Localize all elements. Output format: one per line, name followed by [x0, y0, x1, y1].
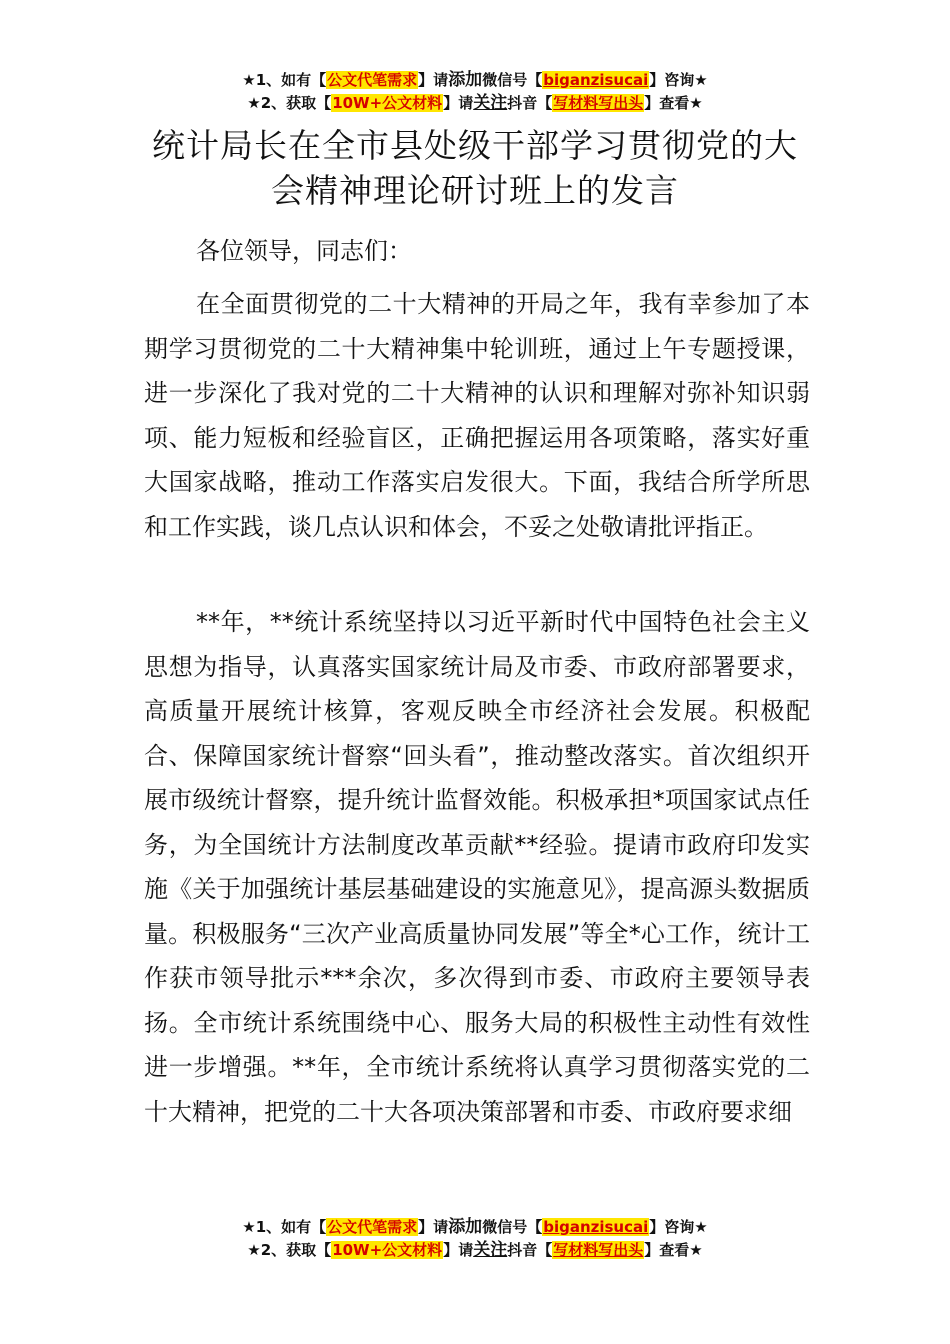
promo-banner-bottom — [0, 1216, 950, 1262]
promo-highlight-materials: 10W+公文材料 — [332, 1241, 443, 1259]
promo-prefix: ★2、获取【 — [247, 1241, 332, 1259]
promo-text: 】请 — [418, 1218, 449, 1236]
promo-suffix: 】咨询★ — [649, 71, 708, 89]
promo-text: 】请 — [443, 1241, 474, 1259]
promo-prefix: ★2、获取【 — [247, 94, 332, 112]
promo-highlight-materials: 10W+公文材料 — [332, 94, 443, 112]
promo-highlight-douyin: 写材料写出头 — [553, 94, 644, 112]
promo-line-1 — [0, 69, 950, 92]
paragraph-2 — [144, 600, 810, 1134]
promo-banner-top — [0, 69, 950, 115]
promo-bold-word: 关注 — [473, 1240, 508, 1260]
paragraph-text: **年，**统计系统坚持以习近平新时代中国特色社会主义思想为指导，认真落实国家统计局及市委、市政府部署要求，高质量开展统计核算，客观反映全市经济社会发展。积极配合、保障国家统计督察“回头看”，推动整改落实。首次组织开展市级统计督察，提升统计监督效能。积极承担*项国家试点任务，为全国统计方法制度改革贡献**经验。提请市政府印发实施《关于加强统计基层基础建设的实施意见》，提高源头数据质量。积极服务“三次产业高质量协同发展”等全*心工作，统计工作获市领导批示***余次，多次得到市委、市政府主要领导表扬。全市统计系统围绕中心、服务大局的积极性主动性有效性进一步增强。**年，全市统计系统将认真学习贯彻落实党的二十大精神，把党的二十大各项决策部署和市委、市政府要求细 — [144, 608, 810, 1126]
promo-suffix: 】查看★ — [644, 1241, 703, 1259]
document-title: 统计局长在全市县处级干部学习贯彻党的大会精神理论研讨班上的发言 — [152, 126, 798, 210]
promo-prefix: ★1、如有【 — [242, 1218, 327, 1236]
promo-text: 抖音【 — [507, 1241, 553, 1259]
promo-line-2 — [0, 92, 950, 115]
salutation — [144, 229, 810, 274]
promo-line-1 — [0, 1216, 950, 1239]
promo-highlight-service: 公文代笔需求 — [327, 71, 418, 89]
promo-line-2 — [0, 1239, 950, 1262]
promo-prefix: ★1、如有【 — [242, 71, 327, 89]
promo-text: 微信号【 — [482, 1218, 543, 1236]
promo-highlight-wechat-id: biganzisucai — [543, 1218, 649, 1236]
paragraph-1 — [144, 282, 810, 549]
promo-bold-word: 关注 — [473, 93, 508, 113]
promo-highlight-wechat-id: biganzisucai — [543, 71, 649, 89]
promo-highlight-service: 公文代笔需求 — [327, 1218, 418, 1236]
promo-bold-word: 添加 — [448, 1217, 483, 1237]
promo-bold-word: 添加 — [448, 70, 483, 90]
promo-text: 】请 — [443, 94, 474, 112]
promo-text: 】请 — [418, 71, 449, 89]
promo-suffix: 】查看★ — [644, 94, 703, 112]
promo-highlight-douyin: 写材料写出头 — [553, 1241, 644, 1259]
salutation-text: 各位领导，同志们： — [196, 237, 412, 265]
promo-text: 微信号【 — [482, 71, 543, 89]
promo-text: 抖音【 — [507, 94, 553, 112]
promo-suffix: 】咨询★ — [649, 1218, 708, 1236]
paragraph-text: 在全面贯彻党的二十大精神的开局之年，我有幸参加了本期学习贯彻党的二十大精神集中轮训班，通过上午专题授课，进一步深化了我对党的二十大精神的认识和理解对弥补知识弱项、能力短板和经验盲区，正确把握运用各项策略，落实好重大国家战略，推动工作落实启发很大。下面，我结合所学所思和工作实践，谈几点认识和体会，不妥之处敬请批评指正。 — [144, 290, 810, 541]
